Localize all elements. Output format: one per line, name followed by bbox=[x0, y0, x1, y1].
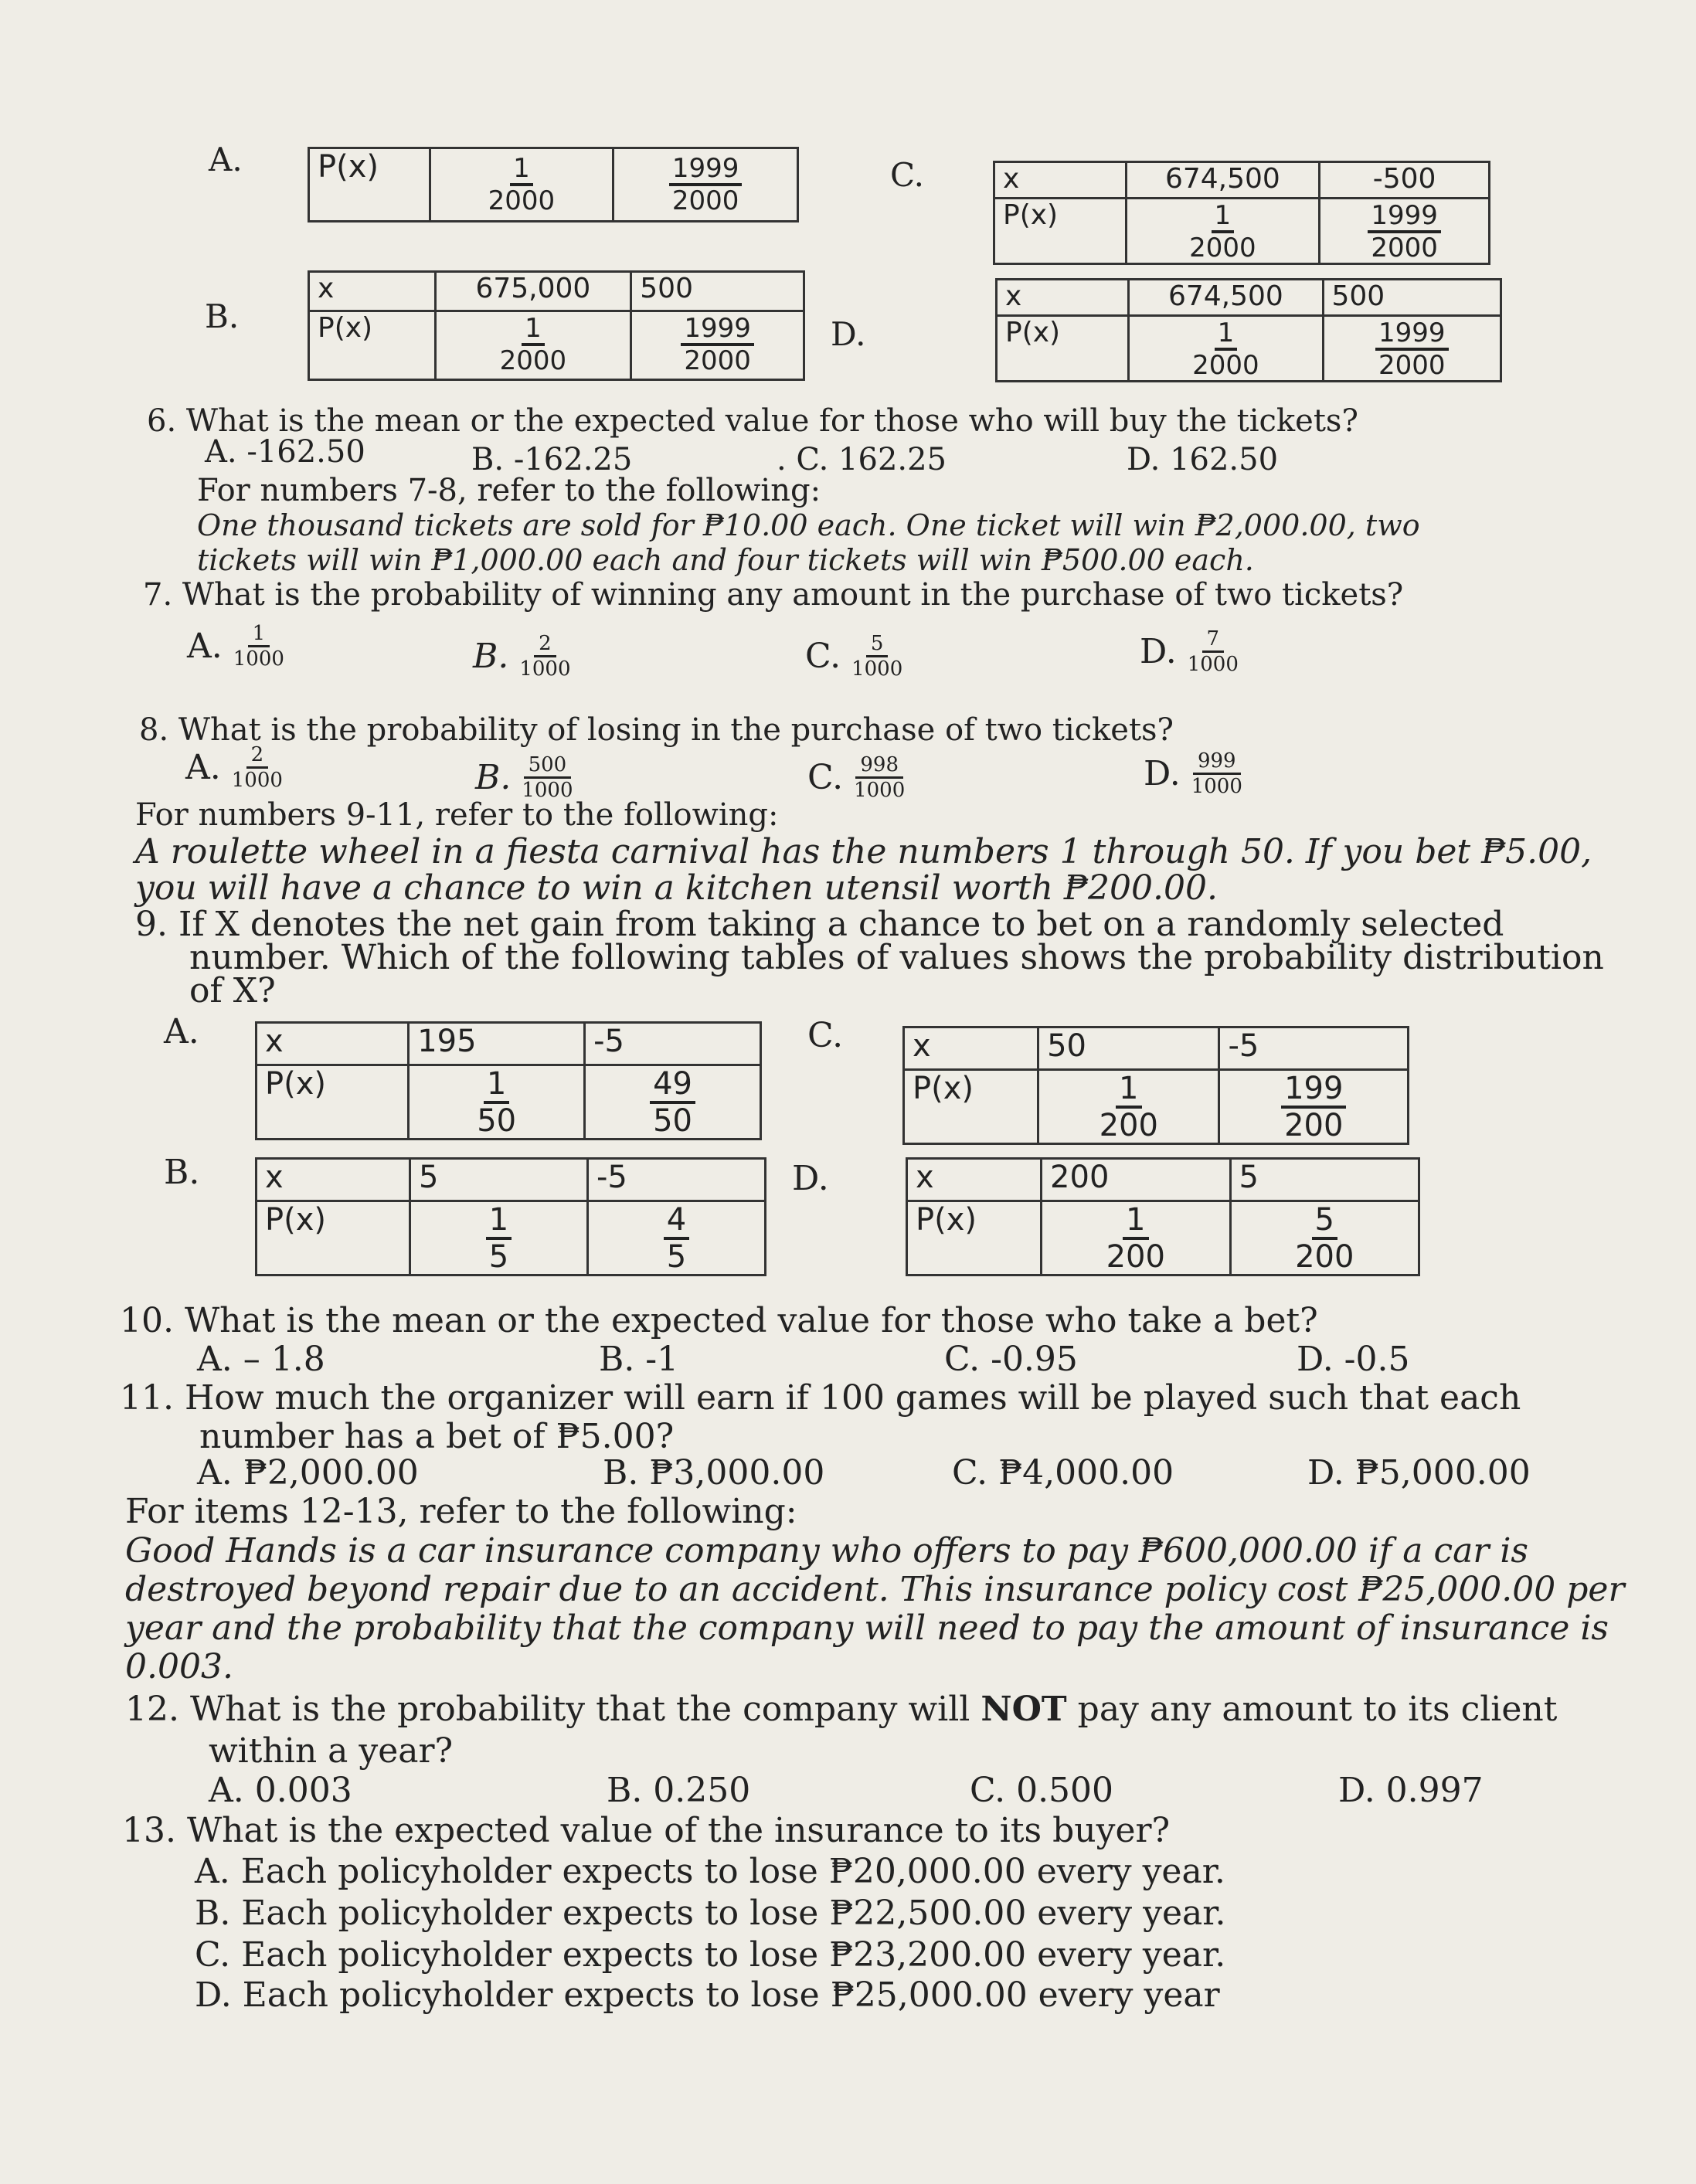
q9-option-b-table bbox=[255, 1157, 766, 1276]
fraction: $\frac{1}{2000}$ bbox=[1189, 200, 1256, 263]
q7-option-a: A. 1 1000 bbox=[187, 622, 284, 671]
q5-option-d-letter: D. bbox=[831, 315, 866, 353]
ref-12-13-line-1: Good Hands is a car insurance company who offers to pay ₱600,000.00 if a car is bbox=[125, 1531, 1529, 1571]
q5-option-c-table bbox=[993, 161, 1490, 265]
x-label: x bbox=[997, 280, 1129, 316]
ref-9-11-intro: For numbers 9-11, refer to the following: bbox=[135, 797, 779, 833]
px-label: P(x) bbox=[907, 1201, 1042, 1275]
q7-option-b: B. 2 1000 bbox=[473, 632, 571, 681]
q12-line-2: within a year? bbox=[209, 1731, 454, 1771]
x-value: 674,500 bbox=[1126, 162, 1320, 199]
q10-option-b: B. -1 bbox=[599, 1340, 679, 1379]
px-label: P(x) bbox=[257, 1201, 410, 1275]
q12-option-d: D. 0.997 bbox=[1338, 1771, 1484, 1810]
x-value: -500 bbox=[1320, 162, 1490, 199]
fraction: $\frac{1}{2000}$ bbox=[499, 313, 567, 376]
px-label: P(x) bbox=[904, 1070, 1038, 1144]
q9-line-2: number. Which of the following tables of values shows the probability distribution bbox=[189, 938, 1604, 977]
q9-option-c-letter: C. bbox=[807, 1016, 844, 1055]
ref-9-11-line-2: you will have a chance to win a kitchen utensil worth ₱200.00. bbox=[135, 868, 1218, 908]
q5-option-d-table bbox=[995, 278, 1502, 382]
q9-option-c-table bbox=[902, 1026, 1409, 1145]
fraction: $\frac{49}{50}$ bbox=[650, 1067, 695, 1138]
px-label: P(x) bbox=[257, 1065, 409, 1140]
fraction: $\frac{4}{5}$ bbox=[664, 1203, 689, 1274]
x-value: 5 bbox=[1230, 1159, 1419, 1201]
x-value: 500 bbox=[1323, 280, 1501, 316]
q13-option-c: C. Each policyholder expects to lose ₱23,200.00 every year. bbox=[195, 1935, 1226, 1975]
x-value: 675,000 bbox=[435, 272, 631, 311]
ref-12-13-line-2: destroyed beyond repair due to an accident. This insurance policy cost ₱25,000.00 per bbox=[125, 1570, 1625, 1609]
q13-option-d: D. Each policyholder expects to lose ₱25,000.00 every year bbox=[195, 1975, 1220, 2015]
ref-7-8-line-1: One thousand tickets are sold for ₱10.00 each. One ticket will win ₱2,000.00, two bbox=[197, 508, 1420, 542]
fraction: $\frac{1}{2000}$ bbox=[488, 153, 556, 216]
fraction: $\frac{1}{200}$ bbox=[1099, 1071, 1158, 1143]
ref-12-13-line-4: 0.003. bbox=[125, 1647, 233, 1686]
fraction: $\frac{1999}{2000}$ bbox=[681, 314, 754, 375]
q5-option-a-letter: A. bbox=[209, 141, 243, 178]
ref-12-13-line-3: year and the probability that the company will need to pay the amount of insurance is bbox=[125, 1608, 1609, 1648]
q11-option-d: D. ₱5,000.00 bbox=[1307, 1453, 1531, 1493]
q9-option-d-letter: D. bbox=[792, 1159, 829, 1198]
x-value: 500 bbox=[631, 272, 804, 311]
q9-option-a-letter: A. bbox=[164, 1012, 199, 1051]
ref-9-11-line-1: A roulette wheel in a fiesta carnival has the numbers 1 through 50. If you bet ₱5.00, bbox=[135, 832, 1592, 871]
q5-option-a-table bbox=[308, 147, 799, 222]
q10-option-c: C. -0.95 bbox=[944, 1340, 1078, 1379]
fraction: $\frac{1}{2000}$ bbox=[1192, 318, 1259, 381]
x-value: 200 bbox=[1042, 1159, 1230, 1201]
q10-option-a: A. – 1.8 bbox=[197, 1340, 325, 1379]
q6-option-d: D. 162.50 bbox=[1127, 442, 1279, 477]
ref-7-8-intro: For numbers 7-8, refer to the following: bbox=[197, 473, 821, 508]
q7-question: 7. What is the probability of winning any amount in the purchase of two tickets? bbox=[143, 577, 1404, 613]
fraction: $\frac{1999}{2000}$ bbox=[669, 154, 743, 216]
x-value: 50 bbox=[1038, 1027, 1219, 1070]
q9-option-b-letter: B. bbox=[164, 1153, 200, 1192]
q8-option-d: D. 999 1000 bbox=[1144, 749, 1242, 798]
q9-option-d-table bbox=[906, 1157, 1420, 1276]
q11-line-2: number has a bet of ₱5.00? bbox=[199, 1417, 675, 1456]
q11-option-b: B. ₱3,000.00 bbox=[603, 1453, 825, 1493]
q6-option-c: . C. 162.25 bbox=[777, 442, 947, 477]
q6-question: 6. What is the mean or the expected value for those who will buy the tickets? bbox=[147, 403, 1358, 439]
ref-7-8-line-2: tickets will win ₱1,000.00 each and four tickets will win ₱500.00 each. bbox=[197, 543, 1254, 577]
x-label: x bbox=[257, 1159, 410, 1201]
x-label: x bbox=[907, 1159, 1042, 1201]
x-value: -5 bbox=[588, 1159, 766, 1201]
fraction: $\frac{1}{5}$ bbox=[486, 1203, 512, 1274]
q11-line-1: 11. How much the organizer will earn if 100 games will be played such that each bbox=[120, 1378, 1521, 1418]
x-value: 195 bbox=[409, 1023, 585, 1065]
px-label: P(x) bbox=[994, 199, 1127, 264]
q12-option-a: A. 0.003 bbox=[209, 1771, 352, 1810]
fraction: $\frac{1}{50}$ bbox=[477, 1066, 517, 1139]
x-value: 5 bbox=[410, 1159, 588, 1201]
q7-option-c: C. 5 1000 bbox=[805, 632, 903, 681]
fraction: $\frac{5}{200}$ bbox=[1295, 1202, 1354, 1275]
fraction: $\frac{1}{200}$ bbox=[1106, 1202, 1165, 1275]
x-label: x bbox=[257, 1023, 409, 1065]
q5-option-b-letter: B. bbox=[205, 297, 240, 335]
ref-12-13-intro: For items 12-13, refer to the following: bbox=[125, 1492, 797, 1531]
px-label: P(x) bbox=[309, 148, 430, 222]
q9-option-a-table bbox=[255, 1021, 762, 1140]
q12-option-c: C. 0.500 bbox=[970, 1771, 1114, 1810]
q12-option-b: B. 0.250 bbox=[607, 1771, 751, 1810]
q10-option-d: D. -0.5 bbox=[1297, 1340, 1410, 1379]
q9-line-3: of X? bbox=[189, 971, 276, 1010]
x-value: 674,500 bbox=[1129, 280, 1323, 316]
x-label: x bbox=[994, 162, 1127, 199]
q12-not-emphasis: NOT bbox=[981, 1690, 1067, 1729]
q5-option-b-table bbox=[308, 270, 805, 381]
px-label: P(x) bbox=[309, 311, 436, 380]
q12-line-1: 12. What is the probability that the company will NOT pay any amount to its client bbox=[125, 1690, 1558, 1729]
q13-option-a: A. Each policyholder expects to lose ₱20,000.00 every year. bbox=[195, 1852, 1225, 1891]
q8-option-b: B. 500 1000 bbox=[475, 753, 573, 802]
x-value: -5 bbox=[585, 1023, 761, 1065]
q11-option-c: C. ₱4,000.00 bbox=[952, 1453, 1174, 1493]
px-label: P(x) bbox=[997, 316, 1129, 382]
q10-question: 10. What is the mean or the expected value for those who take a bet? bbox=[120, 1301, 1318, 1340]
fraction: $\frac{1999}{2000}$ bbox=[1368, 201, 1441, 263]
q8-option-a: A. 2 1000 bbox=[185, 743, 283, 792]
x-label: x bbox=[904, 1027, 1038, 1070]
q9-line-1: 9. If X denotes the net gain from taking a chance to bet on a randomly selected bbox=[135, 905, 1504, 944]
q5-option-c-letter: C. bbox=[890, 156, 924, 194]
q6-option-b: B. -162.25 bbox=[471, 442, 633, 477]
q13-option-b: B. Each policyholder expects to lose ₱22,500.00 every year. bbox=[195, 1894, 1226, 1933]
q7-option-d: D. 7 1000 bbox=[1140, 627, 1239, 676]
x-label: x bbox=[309, 272, 436, 311]
q8-question: 8. What is the probability of losing in the purchase of two tickets? bbox=[139, 712, 1174, 748]
q13-question: 13. What is the expected value of the insurance to its buyer? bbox=[122, 1811, 1171, 1850]
q11-option-a: A. ₱2,000.00 bbox=[197, 1453, 419, 1493]
fraction: $\frac{199}{200}$ bbox=[1281, 1072, 1346, 1143]
q8-option-c: C. 998 1000 bbox=[807, 753, 906, 802]
q6-option-a: A. -162.50 bbox=[205, 434, 365, 470]
fraction: $\frac{1999}{2000}$ bbox=[1375, 318, 1449, 380]
x-value: -5 bbox=[1219, 1027, 1409, 1070]
